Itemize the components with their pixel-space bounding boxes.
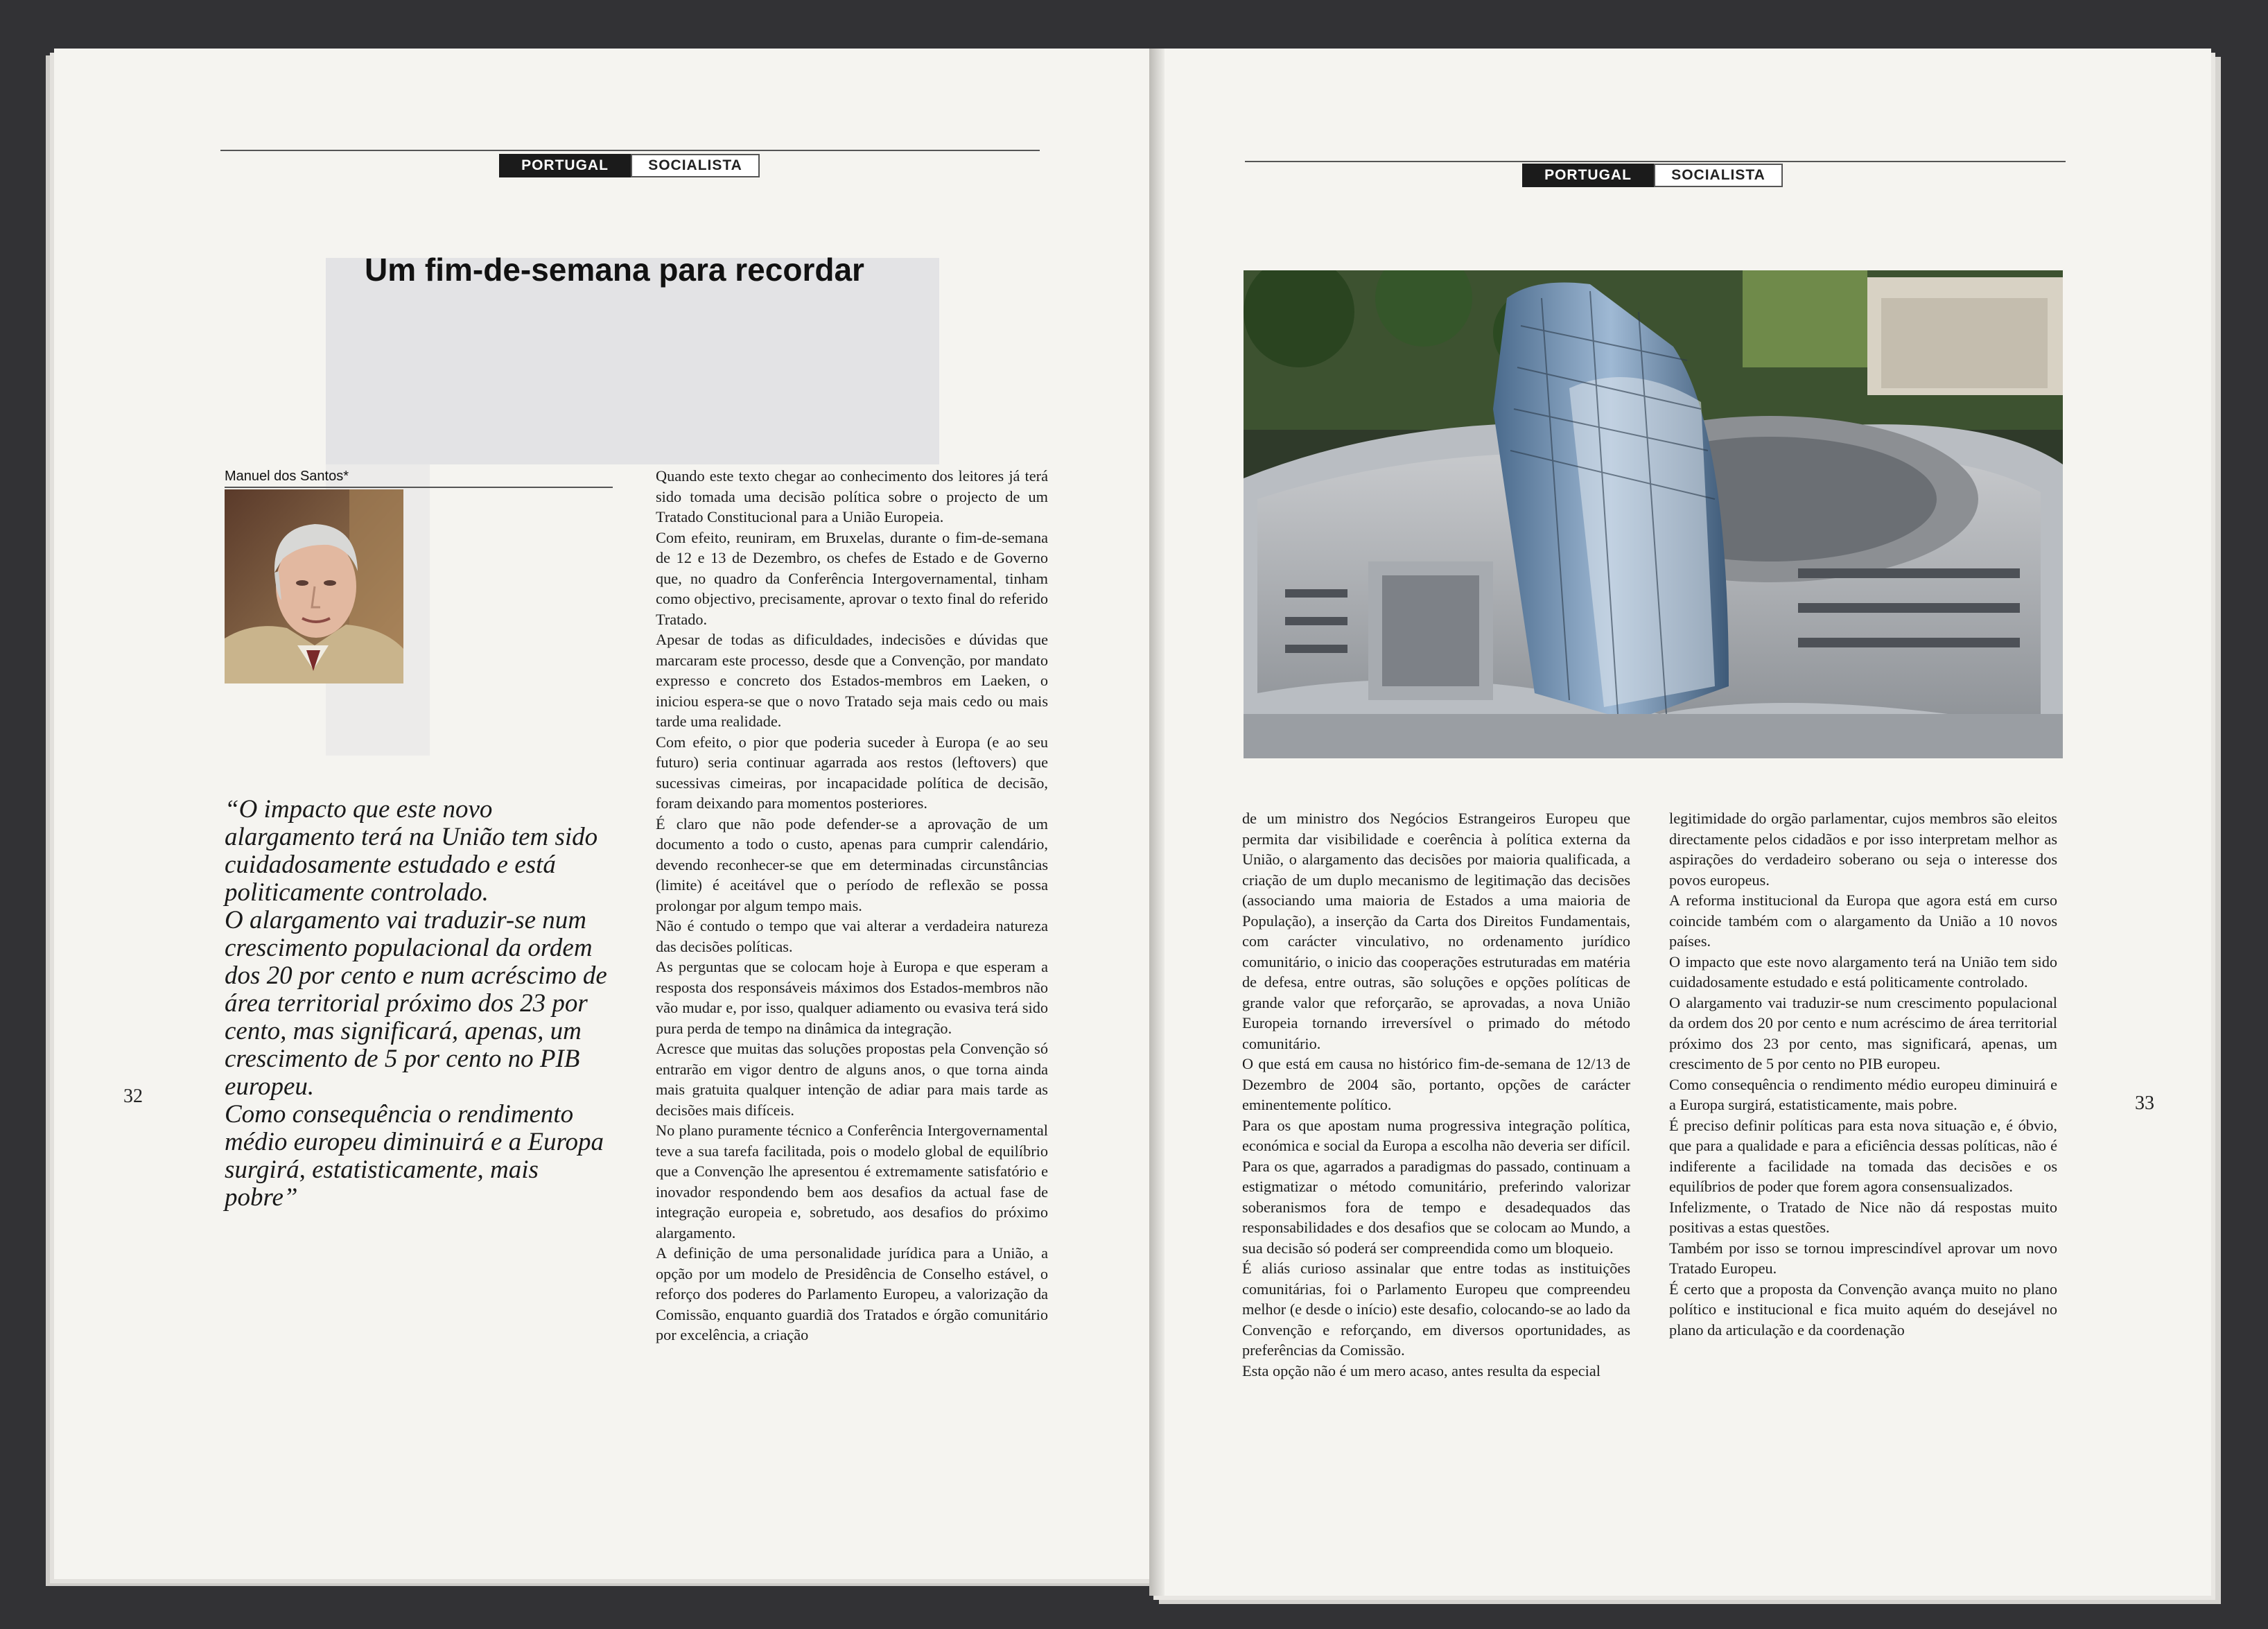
paragraph: Com efeito, o pior que poderia suceder à Europa (e ao seu futuro) seria continuar agarrada aos restos (leftovers) que sucessivas cimeiras, por incapacidade política de decisão, foram deixando para momentos posteriores. [656, 733, 1048, 812]
paragraph: Com efeito, reuniram, em Bruxelas, durante o fim-de-semana de 12 e 13 de Dezembro, os chefes de Estado e de Governo que, no quadro da Conferência Intergovernamental, tinham como objectivo, precisamente, aprovar o texto final do referido Tratado. [656, 528, 1048, 628]
paragraph: Acresce que muitas das soluções propostas pela Convenção só entrarão em vigor dentro de alguns anos, o que torna ainda mais gratuita qualquer intenção de adiar para mais tarde as decisões mais difíceis. [656, 1040, 1048, 1119]
paragraph: Como consequência o rendimento médio europeu diminuirá e a Europa surgirá, estatisticamente, mais pobre. [1669, 1075, 2057, 1113]
paragraph: O alargamento vai traduzir-se num crescimento populacional da ordem dos 20 por cento e num acréscimo de área territorial próximo dos 23 por cento, mas significará, apenas, um crescimento de 5 por cento no PIB europeu. [1669, 993, 2057, 1072]
masthead-portugal: PORTUGAL [499, 154, 631, 177]
masthead-portugal: PORTUGAL [1522, 164, 1654, 187]
paragraph: O impacto que este novo alargamento terá na União tem sido cuidadosamente estudado e está politicamente controlado. [1669, 952, 2057, 991]
masthead-socialista: SOCIALISTA [631, 154, 760, 177]
binding-gutter [1149, 49, 1164, 1596]
paragraph: É aliás curioso assinalar que entre todas as instituições comunitárias, foi o Parlamento Europeu que compreendeu melhor (e desde o início) este desafio, colocando-se ao lado da Convenção e reforçando, em diversos oportunidades, as preferências da Comissão. [1242, 1260, 1630, 1359]
pull-quote-paragraph: O alargamento vai traduzir-se num crescimento populacional da ordem dos 20 por cento e num acréscimo de área territorial próximo dos 23 por cento, mas significará, apenas, um crescimento de 5 por cento no PIB europeu. [225, 906, 607, 1101]
paragraph: Esta opção não é um mero acaso, antes resulta da especial [1242, 1361, 1600, 1379]
paragraph: É certo que a proposta da Convenção avança muito no plano político e institucional e fica muito aquém do desejável no plano da articulação e da coordenação [1669, 1280, 2057, 1339]
paragraph: É claro que não pode defender-se a aprovação de um documento a todo o custo, apenas para cumprir calendário, devendo reconhecer-se que em determinadas circunstâncias (limite) é aceitável que o período de reflexão se possa prolongar por algum tempo mais. [656, 814, 1048, 914]
pull-quote [225, 796, 617, 1212]
paragraph: Para os que apostam numa progressiva integração política, económica e social da Europa a escolha não deveria ser difícil. Para os que, agarrados a paradigmas do passado, continuam a estigmatizar o método comunitário, preferindo valorizar soberanismos fora de tempo e desadequados das responsabilidades e dos desafios que se colocam ao Mundo, a sua decisão só poderá ser compreendida como um bloqueio. [1242, 1116, 1630, 1257]
author-byline: Manuel dos Santos* [225, 469, 613, 488]
paragraph: As perguntas que se colocam hoje à Europa e que esperam a resposta dos responsáveis máximos dos Estados-membros não vão mudar e, por isso, qualquer adiamento ou evasiva terá sido pura perda de tempo na dinâmica da integração. [656, 958, 1048, 1037]
author-photo [225, 489, 403, 683]
header-rule [220, 150, 1040, 151]
paragraph: legitimidade do orgão parlamentar, cujos membros são eleitos directamente pelos cidadãos e por isso interpretam melhor as aspirações do verdadeiro soberano ou seja o interesse dos povos europeus. [1669, 810, 2057, 889]
paragraph: O que está em causa no histórico fim-de-semana de 12/13 de Dezembro de 2004 são, portanto, opções de carácter eminentemente político. [1242, 1055, 1630, 1113]
pull-quote-paragraph: Como consequência o rendimento médio europeu diminuirá e a Europa surgirá, estatisticamente, mais pobre” [225, 1100, 604, 1212]
masthead-socialista: SOCIALISTA [1654, 164, 1783, 187]
masthead-right [1522, 164, 1783, 187]
paragraph: de um ministro dos Negócios Estrangeiros Europeu que permita dar visibilidade e coerência à política externa da União, o alargamento das decisões por maioria qualificada, a criação de um duplo mecanismo de legitimação das decisões (associando uma maioria de Estados a uma maioria de População), a inserção da Carta dos Direitos Fundamentais, com carácter vinculativo, no ordenamento jurídico comunitário, o inicio das cooperações estruturadas em matéria de defesa, entre outras, são soluções e opções políticas de grande valor que reforçarão, se aprovadas, a nova União Europeia tornando irreversível o primado do método comunitário. [1242, 810, 1630, 1052]
pull-quote-paragraph: “O impacto que este novo alargamento terá na União tem sido cuidadosamente estudado e está politicamente controlado. [225, 795, 598, 907]
paragraph: É preciso definir políticas para esta nova situação e, é óbvio, que para a qualidade e para a eficiência dessas políticas, não é indiferente a facilidade na tomada das decisões e os equilíbrios de poder que forem agora consensualizados. [1669, 1116, 2057, 1195]
paragraph: A definição de uma personalidade jurídica para a União, a opção por um modelo de Presidência de Conselho estável, o reforço dos poderes do Parlamento Europeu, a valorização da Comissão, enquanto guardiã dos Tratados e órgão comunitário por excelência, a criação [656, 1244, 1048, 1343]
paragraph: Também por isso se tornou imprescindível aprovar um novo Tratado Europeu. [1669, 1239, 2057, 1277]
paragraph: Não é contudo o tempo que vai alterar a verdadeira natureza das decisões políticas. [656, 917, 1048, 955]
page-number-right: 33 [2135, 1092, 2154, 1114]
article-column [1669, 808, 2057, 1340]
paragraph: A reforma institucional da Europa que agora está em curso coincide também com o alargamento da União a 10 novos países. [1669, 891, 2057, 950]
paragraph: Quando este texto chegar ao conhecimento dos leitores já terá sido tomada uma decisão política sobre o projecto de um Tratado Constitucional para a União Europeia. [656, 467, 1048, 525]
paragraph: Infelizmente, o Tratado de Nice não dá respostas muito positivas a estas questões. [1669, 1198, 2057, 1236]
page-number-left: 32 [123, 1086, 143, 1107]
article-column [656, 466, 1048, 1345]
show-through-block [326, 258, 939, 464]
paragraph: No plano puramente técnico a Conferência Intergovernamental teve a sua tarefa facilitada, pois o modelo global de equilíbrio que a Convenção lhe apresentou é extremamente satisfatório e inovador respondendo bem aos desafios da actual fase de integração europeia e, sobretudo, aos desafios do próximo alargamento. [656, 1122, 1048, 1242]
paragraph: Apesar de todas as dificuldades, indecisões e dúvidas que marcaram este processo, desde que a Convenção, por mandato expresso e concreto dos Estados-membros em Laeken, o iniciou espera-se que o novo Tratado seja mais cedo ou mais tarde uma realidade. [656, 631, 1048, 730]
article-column [1242, 808, 1630, 1381]
header-rule [1245, 161, 2066, 162]
parliament-photo [1244, 270, 2063, 758]
masthead-left [499, 154, 760, 177]
article-title: Um fim-de-semana para recordar [365, 252, 864, 288]
